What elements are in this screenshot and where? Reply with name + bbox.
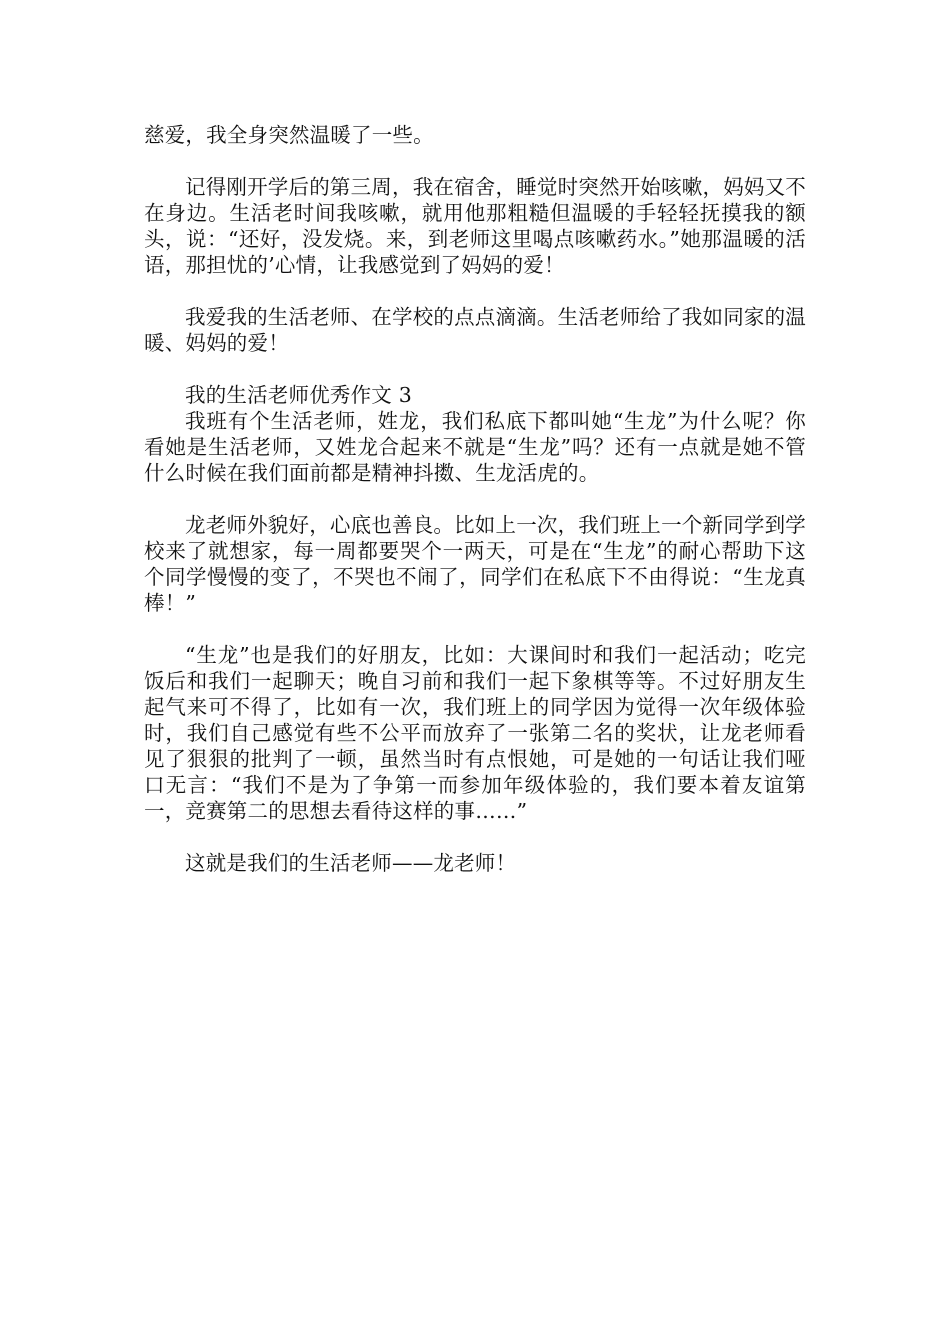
paragraph-2: 记得刚开学后的第三周，我在宿舍，睡觉时突然开始咳嗽，妈妈又不在身边。生活老时间我咳嗽，就用他那粗糙但温暖的手轻轻抚摸我的额头，说：“还好，没发烧。来，到老师这里喝点咳嗽药水。”她那温暖的活语，那担忧的’心情，让我感觉到了妈妈的爱！	[144, 175, 806, 277]
paragraph-3: 我爱我的生活老师、在学校的点点滴滴。生活老师给了我如同家的温暖、妈妈的爱！	[144, 305, 806, 355]
paragraph-4: 我班有个生活老师，姓龙，我们私底下都叫她“生龙”为什么呢？你看她是生活老师，又姓龙合起来不就是“生龙”吗？还有一点就是她不管什么时候在我们面前都是精神抖擞、生龙活虎的。	[144, 409, 806, 485]
paragraph-1: 慈爱，我全身突然温暖了一些。	[144, 123, 434, 147]
document-body	[144, 122, 806, 902]
paragraph-5: 龙老师外貌好，心底也善良。比如上一次，我们班上一个新同学到学校来了就想家，每一周都要哭个一两天，可是在“生龙”的耐心帮助下这个同学慢慢的变了，不哭也不闹了，同学们在私底下不由得说：“生龙真棒！”	[144, 513, 806, 615]
paragraph-6: “生龙”也是我们的好朋友，比如：大课间时和我们一起活动；吃完饭后和我们一起聊天；晚自习前和我们一起下象棋等等。不过好朋友生起气来可不得了，比如有一次，我们班上的同学因为觉得一次年级体验时，我们自己感觉有些不公平而放弃了一张第二名的奖状，让龙老师看见了狠狠的批判了一顿，虽然当时有点恨她，可是她的一句话让我们哑口无言：“我们不是为了争第一而参加年级体验的，我们要本着友谊第一，竞赛第二的思想去看待这样的事……”	[144, 643, 806, 823]
paragraph-7: 这就是我们的生活老师——龙老师！	[185, 851, 517, 875]
section-heading: 我的生活老师优秀作文 3	[185, 383, 412, 407]
